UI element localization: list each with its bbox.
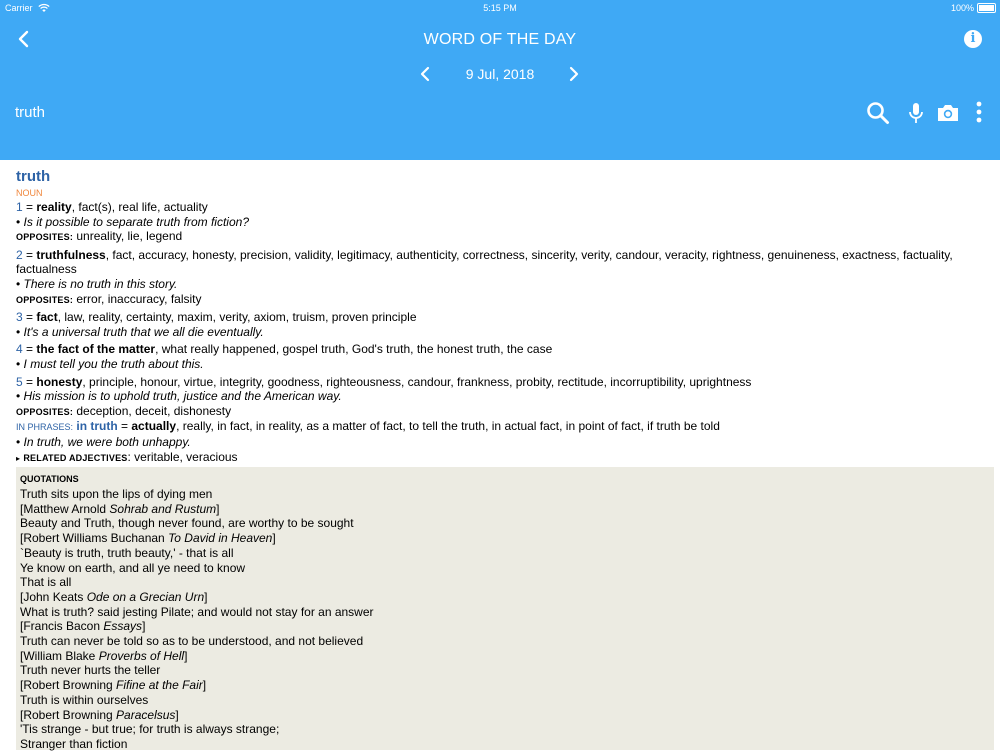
- quotation-text: [Robert Williams Buchanan: [20, 531, 169, 546]
- example-text: His mission is to uphold truth, justice and the American way.: [23, 389, 342, 404]
- quotation-line: [20, 502, 994, 517]
- quotation-text: [John Keats: [20, 589, 87, 604]
- quotation-line: [20, 634, 994, 649]
- related-label: RELATED ADJECTIVES: [23, 452, 128, 463]
- quotation-text: Ye know on earth, and all ye need to know: [20, 560, 246, 575]
- opposites-list: unreality, lie, legend: [76, 229, 183, 244]
- quotation-text: Truth sits upon the lips of dying men: [20, 487, 213, 501]
- sense-number: 4: [16, 342, 23, 357]
- sense-number: 5: [16, 374, 23, 389]
- page-title: WORD OF THE DAY: [423, 31, 577, 48]
- quotation-text: [Matthew Arnold: [20, 501, 110, 516]
- sense-synonyms: , law, reality, certainty, maxim, verity, axiom, truism, proven principle: [57, 310, 417, 325]
- quotation-close: ]: [184, 648, 188, 663]
- sense-synonyms: , what really happened, gospel truth, God's truth, the honest truth, the case: [155, 342, 553, 357]
- quotation-text: [Robert Browning: [20, 707, 117, 722]
- quotation-close: ]: [175, 707, 179, 722]
- quotation-text: That is all: [20, 575, 72, 590]
- equals-sign: =: [22, 200, 37, 214]
- entry-content: [16, 168, 984, 466]
- quotations-title: QUOTATIONS: [20, 474, 79, 484]
- quotation-line: [20, 649, 994, 664]
- sense-synonyms: , fact, accuracy, honesty, precision, validity, legitimacy, authenticity, correctness, sincerity, verity, candour, veracity, rightness, genuineness, exactness, factuality, factualness: [16, 247, 953, 277]
- status-time: 5:15 PM: [483, 3, 517, 13]
- search-icon[interactable]: [865, 100, 891, 126]
- sense-synonyms: , fact(s), real life, actuality: [71, 200, 208, 214]
- quotation-text: Truth never hurts the teller: [20, 663, 161, 678]
- quotation-work: Essays: [103, 619, 143, 634]
- sense-number: 1: [16, 200, 23, 214]
- phrase-example: [16, 435, 984, 450]
- sense-main: truthfulness: [36, 247, 106, 262]
- quotation-work: Fifine at the Fair: [116, 678, 203, 693]
- quotation-line: [20, 561, 994, 576]
- status-bar: [0, 0, 1000, 16]
- quotation-line: [20, 693, 994, 708]
- sense-example: [16, 357, 984, 372]
- opposites-line: [16, 229, 984, 245]
- sense-number: 3: [16, 310, 23, 325]
- related-list: : veritable, veracious: [127, 449, 238, 464]
- part-of-speech: NOUN: [16, 188, 43, 198]
- quotation-text: [William Blake: [20, 648, 99, 663]
- sense-5: [16, 375, 984, 390]
- phrase-link[interactable]: in truth: [76, 419, 118, 434]
- example-text: I must tell you the truth about this.: [23, 356, 204, 371]
- quotations-panel: [16, 467, 994, 750]
- phrase-line: [16, 419, 984, 435]
- sense-example: [16, 277, 984, 292]
- sense-example: [16, 389, 984, 404]
- quotation-line: [20, 722, 994, 737]
- quotation-text: Truth can never be told so as to be understood, and not believed: [20, 634, 364, 649]
- quotation-work: Paracelsus: [116, 707, 176, 722]
- quotation-text: Beauty and Truth, though never found, are worthy to be sought: [20, 516, 354, 531]
- quotation-close: ]: [202, 678, 207, 693]
- opposites-list: error, inaccuracy, falsity: [76, 291, 202, 306]
- quotation-line: [20, 487, 994, 502]
- sense-main: reality: [36, 200, 72, 214]
- headword: truth: [16, 168, 51, 185]
- quotation-line: [20, 663, 994, 678]
- sense-number: 2: [16, 247, 23, 262]
- phrase-main: actually: [131, 419, 177, 434]
- sense-example: [16, 325, 984, 340]
- equals-sign: =: [22, 310, 37, 325]
- quotation-work: Proverbs of Hell: [98, 648, 185, 663]
- sense-main: the fact of the matter: [36, 342, 156, 357]
- bullet: •: [16, 389, 24, 404]
- sense-1: [16, 200, 984, 215]
- quotation-text: [Francis Bacon: [20, 619, 104, 634]
- opposites-line: [16, 404, 984, 420]
- quotation-line: [20, 516, 994, 531]
- opposites-label: OPPOSITES:: [16, 232, 74, 243]
- quotation-text: [Robert Browning: [20, 678, 117, 693]
- quotation-line: [20, 546, 994, 561]
- disclosure-triangle-icon[interactable]: ▸: [16, 453, 21, 463]
- quotation-close: ]: [272, 531, 276, 546]
- quotation-work: To David in Heaven: [168, 531, 273, 546]
- more-vertical-icon[interactable]: [968, 100, 994, 126]
- sense-example: [16, 215, 984, 230]
- sense-synonyms: , principle, honour, virtue, integrity, goodness, righteousness, candour, frankness, probity, rectitude, incorruptibility, uprightness: [82, 374, 752, 389]
- top-header: [0, 0, 1000, 160]
- quotation-line: [20, 575, 994, 590]
- quotation-work: Ode on a Grecian Urn: [86, 589, 205, 604]
- opposites-label: OPPOSITES:: [16, 294, 74, 305]
- quotation-text: `Beauty is truth, truth beauty,' - that is all: [20, 545, 234, 560]
- opposites-list: deception, deceit, dishonesty: [76, 403, 232, 418]
- carrier-label: Carrier: [5, 3, 33, 13]
- quotation-work: Sohrab and Rustum: [109, 501, 217, 516]
- quotation-line: [20, 605, 994, 620]
- quotation-line: [20, 590, 994, 605]
- quotation-text: Truth is within ourselves: [20, 692, 149, 707]
- date-label: 9 Jul, 2018: [465, 66, 535, 82]
- search-term[interactable]: truth: [15, 104, 46, 121]
- quotation-line: [20, 531, 994, 546]
- quotation-close: ]: [216, 501, 220, 516]
- sense-2: [16, 248, 984, 277]
- quotation-close: ]: [204, 589, 208, 604]
- quotation-text: 'Tis strange - but true; for truth is always strange;: [20, 722, 280, 737]
- equals-sign: =: [22, 374, 37, 389]
- sense-4: [16, 342, 984, 357]
- example-text: It's a universal truth that we all die eventually.: [23, 324, 264, 339]
- equals-sign: =: [22, 342, 37, 357]
- related-adjectives[interactable]: [16, 450, 984, 467]
- quotation-line: [20, 619, 994, 634]
- quotation-line: [20, 708, 994, 723]
- bullet: •: [16, 214, 24, 229]
- example-text: Is it possible to separate truth from fiction?: [23, 214, 249, 229]
- battery-percent: 100%: [950, 3, 974, 13]
- opposites-label: OPPOSITES:: [16, 406, 74, 417]
- microphone-icon[interactable]: [903, 100, 929, 126]
- camera-icon[interactable]: [935, 100, 961, 126]
- equals-sign: =: [117, 419, 132, 434]
- chevron-right-icon[interactable]: [564, 64, 584, 84]
- quotation-text: Stranger than fiction: [20, 736, 128, 751]
- sense-3: [16, 310, 984, 325]
- bullet: •: [16, 324, 24, 339]
- example-text: In truth, we were both unhappy.: [23, 434, 191, 449]
- quotation-list: [20, 487, 994, 752]
- opposites-line: [16, 292, 984, 308]
- battery-icon: [977, 3, 996, 13]
- quotation-line: [20, 737, 994, 752]
- quotation-text: What is truth? said jesting Pilate; and would not stay for an answer: [20, 604, 374, 619]
- quotation-line: [20, 678, 994, 693]
- sense-main: honesty: [36, 374, 83, 389]
- bullet: •: [16, 276, 24, 291]
- phrase-synonyms: , really, in fact, in reality, as a matter of fact, to tell the truth, in actual fact, in point of fact, if truth be told: [176, 419, 720, 434]
- bullet: •: [16, 434, 24, 449]
- equals-sign: =: [22, 247, 37, 262]
- sense-main: fact: [36, 310, 58, 325]
- bullet: •: [16, 356, 24, 371]
- info-icon[interactable]: i: [964, 30, 982, 48]
- phrases-label: IN PHRASES:: [16, 422, 74, 433]
- example-text: There is no truth in this story.: [23, 276, 178, 291]
- quotation-close: ]: [142, 619, 146, 634]
